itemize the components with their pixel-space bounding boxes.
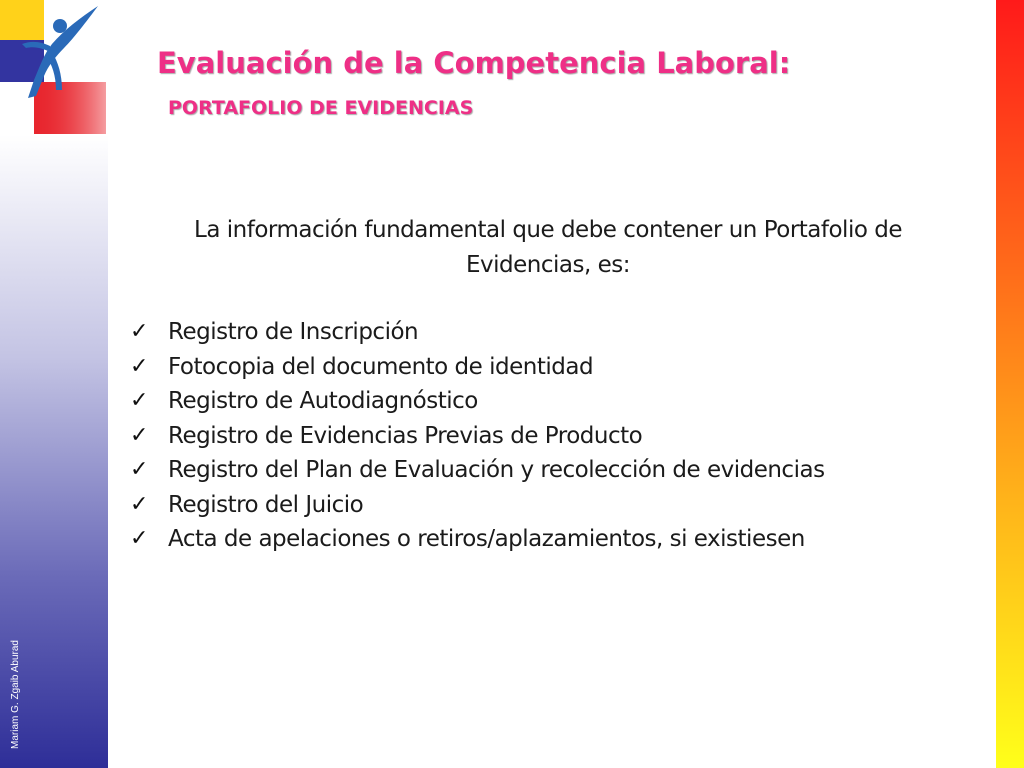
checkmark-icon: ✓ <box>130 422 148 448</box>
checklist-item <box>130 522 825 557</box>
checkmark-icon: ✓ <box>130 457 148 482</box>
checklist-item <box>130 384 825 419</box>
evidence-checklist <box>130 315 825 557</box>
checkmark-icon: ✓ <box>130 353 148 379</box>
checkmark-icon: ✓ <box>130 319 148 344</box>
intro-paragraph: La información fundamental que debe contener un Portafolio de Evidencias, es: <box>194 217 902 278</box>
checklist-item <box>130 350 825 385</box>
running-figure-logo <box>0 0 110 136</box>
checkmark-icon: ✓ <box>130 526 148 551</box>
checklist-item <box>130 419 825 454</box>
checklist-item-label: Acta de apelaciones o retiros/aplazamientos, si existiesen <box>168 526 805 552</box>
right-gradient-bar <box>996 0 1024 768</box>
checklist-item <box>130 453 825 488</box>
checklist-item <box>130 488 825 523</box>
checklist-item-label: Registro del Juicio <box>168 491 364 518</box>
slide-subtitle: PORTAFOLIO DE EVIDENCIAS <box>168 97 474 119</box>
checklist-item-label: Registro de Inscripción <box>168 319 419 345</box>
checklist-item-label: Registro de Evidencias Previas de Producto <box>168 422 643 449</box>
slide-title: Evaluación de la Competencia Laboral: <box>157 46 791 80</box>
checklist-item-label: Registro del Plan de Evaluación y recolección de evidencias <box>168 457 825 483</box>
checklist-item <box>130 315 825 350</box>
checklist-item-label: Registro de Autodiagnóstico <box>168 388 478 414</box>
checkmark-icon: ✓ <box>130 388 148 413</box>
checkmark-icon: ✓ <box>130 491 148 517</box>
author-name: Mariam G. Zgaib Aburad <box>9 639 21 749</box>
author-credit <box>8 632 22 756</box>
checklist-item-label: Fotocopia del documento de identidad <box>168 353 594 380</box>
